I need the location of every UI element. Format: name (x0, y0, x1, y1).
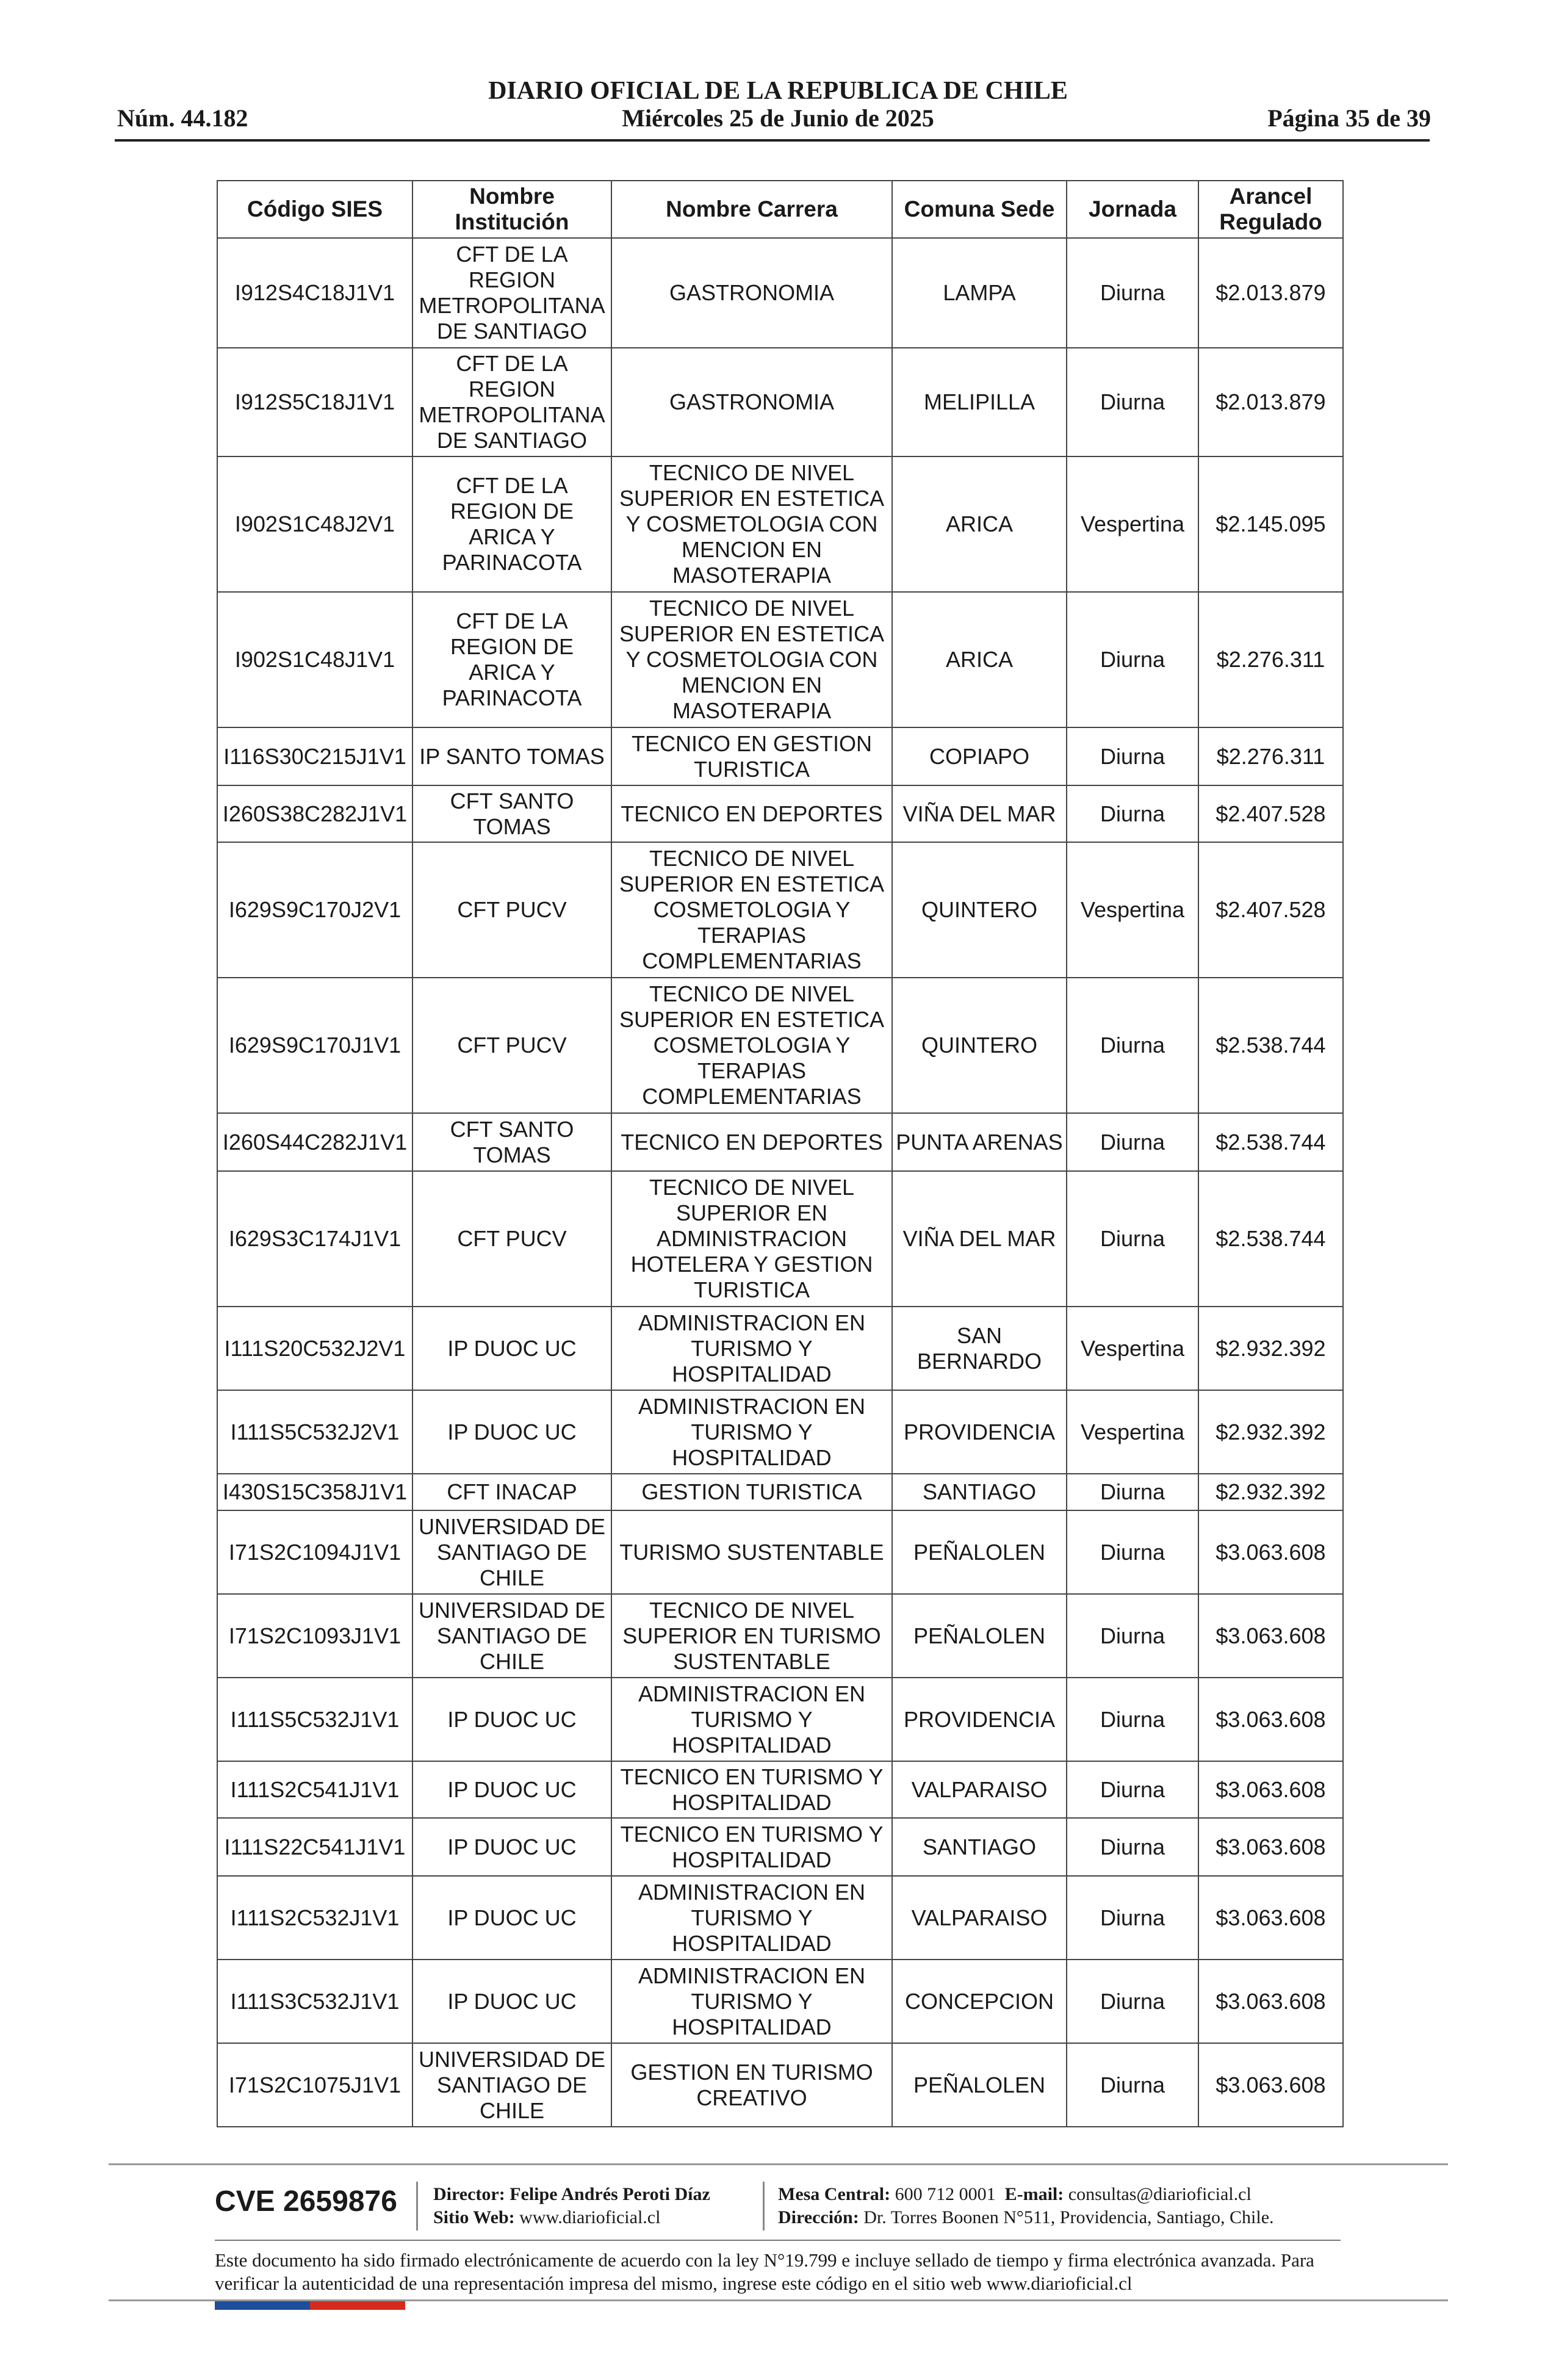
cell-career: ADMINISTRACION EN TURISMO Y HOSPITALIDAD (611, 1960, 892, 2043)
cell-campus: VIÑA DEL MAR (892, 785, 1067, 842)
cell-campus: PEÑALOLEN (892, 2043, 1067, 2127)
cell-career: TECNICO DE NIVEL SUPERIOR EN ESTETICA Y COSMETOLOGIA CON MENCION EN MASOTERAPIA (611, 456, 892, 592)
address: Dr. Torres Boonen N°511, Providencia, Santiago, Chile. (863, 2207, 1274, 2227)
cell-campus: SANTIAGO (892, 1474, 1067, 1510)
cell-campus: PROVIDENCIA (892, 1678, 1067, 1761)
cell-schedule: Diurna (1067, 785, 1198, 842)
cell-fee: $3.063.608 (1198, 1678, 1343, 1761)
signature-notice: Este documento ha sido firmado electrónicamente de acuerdo con la ley N°19.799 e incluye sellado de tiempo y firma electrónica avanzada. Para verificar la autenticidad de una representación impresa del mismo, ingrese este código en el sitio web www.diarioficial.cl (215, 2249, 1314, 2294)
email-label: E-mail: (1004, 2184, 1064, 2204)
cell-campus: MELIPILLA (892, 348, 1067, 456)
table-row (217, 1474, 1343, 1510)
cell-institution: CFT INACAP (412, 1474, 611, 1510)
table-row (217, 1761, 1343, 1818)
flag-stripe-red (310, 2301, 405, 2310)
cell-institution: IP DUOC UC (412, 1818, 611, 1876)
column-header-code: Código SIES (217, 181, 412, 238)
cell-career: ADMINISTRACION EN TURISMO Y HOSPITALIDAD (611, 1678, 892, 1761)
cell-career: TECNICO DE NIVEL SUPERIOR EN ESTETICA Y COSMETOLOGIA CON MENCION EN MASOTERAPIA (611, 592, 892, 727)
cell-schedule: Diurna (1067, 1876, 1198, 1960)
cell-schedule: Diurna (1067, 1678, 1198, 1761)
column-header-career: Nombre Carrera (611, 181, 892, 238)
table-row (217, 2043, 1343, 2127)
cell-schedule: Diurna (1067, 1960, 1198, 2043)
director-label: Director: (433, 2184, 505, 2204)
cell-fee: $2.932.392 (1198, 1307, 1343, 1390)
table-row (217, 978, 1343, 1113)
cell-schedule: Diurna (1067, 348, 1198, 456)
footer-separator (416, 2182, 418, 2230)
table-row (217, 1960, 1343, 2043)
cell-career: TECNICO DE NIVEL SUPERIOR EN TURISMO SUSTENTABLE (611, 1594, 892, 1678)
cell-campus: PEÑALOLEN (892, 1510, 1067, 1594)
cell-fee: $3.063.608 (1198, 1510, 1343, 1594)
page-header (0, 0, 1556, 146)
phone-number: 600 712 0001 (895, 2184, 996, 2204)
cell-campus: VIÑA DEL MAR (892, 1171, 1067, 1307)
cell-code: I71S2C1075J1V1 (217, 2043, 412, 2127)
table-body (217, 238, 1343, 2127)
cell-institution: IP DUOC UC (412, 1960, 611, 2043)
cell-fee: $2.013.879 (1198, 348, 1343, 456)
column-header-schedule: Jornada (1067, 181, 1198, 238)
cell-career: GESTION TURISTICA (611, 1474, 892, 1510)
cell-fee: $2.407.528 (1198, 785, 1343, 842)
cell-institution: CFT DE LA REGION METROPOLITANA DE SANTIAGO (412, 348, 611, 456)
table-row (217, 785, 1343, 842)
cell-schedule: Diurna (1067, 1510, 1198, 1594)
table-row (217, 842, 1343, 978)
issue-date: Miércoles 25 de Junio de 2025 (622, 104, 934, 132)
cell-code: I629S3C174J1V1 (217, 1171, 412, 1307)
cell-code: I430S15C358J1V1 (217, 1474, 412, 1510)
footer-separator (763, 2182, 765, 2230)
gazette-title: DIARIO OFICIAL DE LA REPUBLICA DE CHILE (488, 77, 1068, 105)
cell-institution: CFT DE LA REGION DE ARICA Y PARINACOTA (412, 456, 611, 592)
cell-career: GASTRONOMIA (611, 238, 892, 348)
issue-number: Núm. 44.182 (117, 104, 248, 132)
director-name: Felipe Andrés Peroti Díaz (510, 2184, 710, 2204)
cell-fee: $3.063.608 (1198, 1761, 1343, 1818)
table-row (217, 1510, 1343, 1594)
footer-divider-middle (215, 2240, 1341, 2241)
tuition-table (217, 180, 1344, 2127)
cell-career: TECNICO EN DEPORTES (611, 785, 892, 842)
cell-institution: CFT SANTO TOMAS (412, 1113, 611, 1171)
cell-code: I902S1C48J1V1 (217, 592, 412, 727)
cell-career: TECNICO EN TURISMO Y HOSPITALIDAD (611, 1761, 892, 1818)
cell-campus: ARICA (892, 456, 1067, 592)
publisher-info (433, 2183, 710, 2229)
cell-career: TECNICO EN TURISMO Y HOSPITALIDAD (611, 1818, 892, 1876)
cell-career: TURISMO SUSTENTABLE (611, 1510, 892, 1594)
cell-schedule: Vespertina (1067, 1307, 1198, 1390)
cell-code: I260S44C282J1V1 (217, 1113, 412, 1171)
cell-fee: $3.063.608 (1198, 1960, 1343, 2043)
cell-campus: SANTIAGO (892, 1818, 1067, 1876)
header-divider (115, 139, 1430, 142)
table-row (217, 727, 1343, 785)
cell-code: I71S2C1094J1V1 (217, 1510, 412, 1594)
cell-fee: $2.407.528 (1198, 842, 1343, 978)
table-row (217, 1171, 1343, 1307)
cell-fee: $3.063.608 (1198, 1818, 1343, 1876)
cell-institution: CFT DE LA REGION METROPOLITANA DE SANTIAGO (412, 238, 611, 348)
cell-code: I111S5C532J1V1 (217, 1678, 412, 1761)
cell-institution: IP DUOC UC (412, 1876, 611, 1960)
cell-fee: $2.276.311 (1198, 592, 1343, 727)
table-row (217, 1390, 1343, 1474)
cell-code: I111S22C541J1V1 (217, 1818, 412, 1876)
cell-fee: $2.538.744 (1198, 1113, 1343, 1171)
website-label: Sitio Web: (433, 2207, 515, 2227)
cell-schedule: Vespertina (1067, 842, 1198, 978)
cell-fee: $2.276.311 (1198, 727, 1343, 785)
cell-institution: UNIVERSIDAD DE SANTIAGO DE CHILE (412, 1510, 611, 1594)
cell-fee: $2.538.744 (1198, 978, 1343, 1113)
cell-campus: ARICA (892, 592, 1067, 727)
table-row (217, 1307, 1343, 1390)
cell-fee: $2.538.744 (1198, 1171, 1343, 1307)
cell-campus: CONCEPCION (892, 1960, 1067, 2043)
cell-fee: $2.932.392 (1198, 1474, 1343, 1510)
cell-institution: CFT PUCV (412, 978, 611, 1113)
cell-schedule: Diurna (1067, 1171, 1198, 1307)
cell-campus: PEÑALOLEN (892, 1594, 1067, 1678)
cell-career: GASTRONOMIA (611, 348, 892, 456)
cell-career: TECNICO DE NIVEL SUPERIOR EN ESTETICA COSMETOLOGIA Y TERAPIAS COMPLEMENTARIAS (611, 978, 892, 1113)
cell-career: TECNICO EN GESTION TURISTICA (611, 727, 892, 785)
flag-stripe (215, 2301, 405, 2310)
page-footer (0, 2157, 1556, 2365)
cell-institution: IP DUOC UC (412, 1761, 611, 1818)
cell-career: ADMINISTRACION EN TURISMO Y HOSPITALIDAD (611, 1876, 892, 1960)
cell-schedule: Diurna (1067, 238, 1198, 348)
cell-institution: IP DUOC UC (412, 1390, 611, 1474)
cell-fee: $2.932.392 (1198, 1390, 1343, 1474)
cell-campus: QUINTERO (892, 842, 1067, 978)
cell-institution: IP DUOC UC (412, 1307, 611, 1390)
cell-schedule: Vespertina (1067, 456, 1198, 592)
cell-campus: QUINTERO (892, 978, 1067, 1113)
cell-code: I111S20C532J2V1 (217, 1307, 412, 1390)
cell-institution: UNIVERSIDAD DE SANTIAGO DE CHILE (412, 2043, 611, 2127)
cell-institution: IP SANTO TOMAS (412, 727, 611, 785)
cell-schedule: Diurna (1067, 1818, 1198, 1876)
flag-stripe-blue (215, 2301, 310, 2310)
cell-campus: COPIAPO (892, 727, 1067, 785)
cell-institution: UNIVERSIDAD DE SANTIAGO DE CHILE (412, 1594, 611, 1678)
address-label: Dirección: (778, 2207, 859, 2227)
cell-code: I912S4C18J1V1 (217, 238, 412, 348)
cell-code: I111S2C532J1V1 (217, 1876, 412, 1960)
cell-schedule: Diurna (1067, 727, 1198, 785)
cell-fee: $3.063.608 (1198, 1594, 1343, 1678)
table-row (217, 1818, 1343, 1876)
page-number: Página 35 de 39 (1267, 104, 1431, 132)
footer-divider-top (109, 2163, 1448, 2165)
cell-fee: $3.063.608 (1198, 1876, 1343, 1960)
cell-campus: PROVIDENCIA (892, 1390, 1067, 1474)
cell-career: ADMINISTRACION EN TURISMO Y HOSPITALIDAD (611, 1307, 892, 1390)
cell-career: TECNICO DE NIVEL SUPERIOR EN ADMINISTRACION HOTELERA Y GESTION TURISTICA (611, 1171, 892, 1307)
cell-code: I111S5C532J2V1 (217, 1390, 412, 1474)
cell-campus: SAN BERNARDO (892, 1307, 1067, 1390)
cell-schedule: Diurna (1067, 1761, 1198, 1818)
cell-institution: CFT PUCV (412, 842, 611, 978)
cell-schedule: Diurna (1067, 592, 1198, 727)
cell-institution: CFT SANTO TOMAS (412, 785, 611, 842)
cell-schedule: Vespertina (1067, 1390, 1198, 1474)
cell-schedule: Diurna (1067, 1113, 1198, 1171)
cell-code: I629S9C170J1V1 (217, 978, 412, 1113)
cve-code: CVE 2659876 (215, 2185, 397, 2218)
table-header-row (217, 181, 1343, 238)
table-row (217, 238, 1343, 348)
cell-schedule: Diurna (1067, 2043, 1198, 2127)
table-row (217, 1113, 1343, 1171)
column-header-campus: Comuna Sede (892, 181, 1067, 238)
website-link[interactable]: www.diarioficial.cl (519, 2207, 661, 2227)
cell-career: GESTION EN TURISMO CREATIVO (611, 2043, 892, 2127)
cell-schedule: Diurna (1067, 1474, 1198, 1510)
cell-campus: PUNTA ARENAS (892, 1113, 1067, 1171)
cell-code: I111S3C532J1V1 (217, 1960, 412, 2043)
cell-code: I71S2C1093J1V1 (217, 1594, 412, 1678)
cell-fee: $2.145.095 (1198, 456, 1343, 592)
column-header-institution: Nombre Institución (412, 181, 611, 238)
cell-code: I629S9C170J2V1 (217, 842, 412, 978)
cell-code: I116S30C215J1V1 (217, 727, 412, 785)
cell-institution: CFT PUCV (412, 1171, 611, 1307)
table-row (217, 592, 1343, 727)
phone-label: Mesa Central: (778, 2184, 891, 2204)
cell-code: I111S2C541J1V1 (217, 1761, 412, 1818)
table-row (217, 1678, 1343, 1761)
cell-code: I902S1C48J2V1 (217, 456, 412, 592)
cell-career: TECNICO EN DEPORTES (611, 1113, 892, 1171)
cell-code: I260S38C282J1V1 (217, 785, 412, 842)
cell-fee: $2.013.879 (1198, 238, 1343, 348)
cell-career: TECNICO DE NIVEL SUPERIOR EN ESTETICA COSMETOLOGIA Y TERAPIAS COMPLEMENTARIAS (611, 842, 892, 978)
cell-institution: IP DUOC UC (412, 1678, 611, 1761)
email-link[interactable]: consultas@diarioficial.cl (1068, 2184, 1252, 2204)
column-header-fee: Arancel Regulado (1198, 181, 1343, 238)
cell-schedule: Diurna (1067, 978, 1198, 1113)
table-row (217, 348, 1343, 456)
cell-code: I912S5C18J1V1 (217, 348, 412, 456)
cell-campus: VALPARAISO (892, 1876, 1067, 1960)
table-row (217, 1876, 1343, 1960)
cell-institution: CFT DE LA REGION DE ARICA Y PARINACOTA (412, 592, 611, 727)
cell-career: ADMINISTRACION EN TURISMO Y HOSPITALIDAD (611, 1390, 892, 1474)
cell-schedule: Diurna (1067, 1594, 1198, 1678)
table-row (217, 1594, 1343, 1678)
cell-fee: $3.063.608 (1198, 2043, 1343, 2127)
cell-campus: LAMPA (892, 238, 1067, 348)
contact-info (778, 2183, 1274, 2229)
table-row (217, 456, 1343, 592)
cell-campus: VALPARAISO (892, 1761, 1067, 1818)
